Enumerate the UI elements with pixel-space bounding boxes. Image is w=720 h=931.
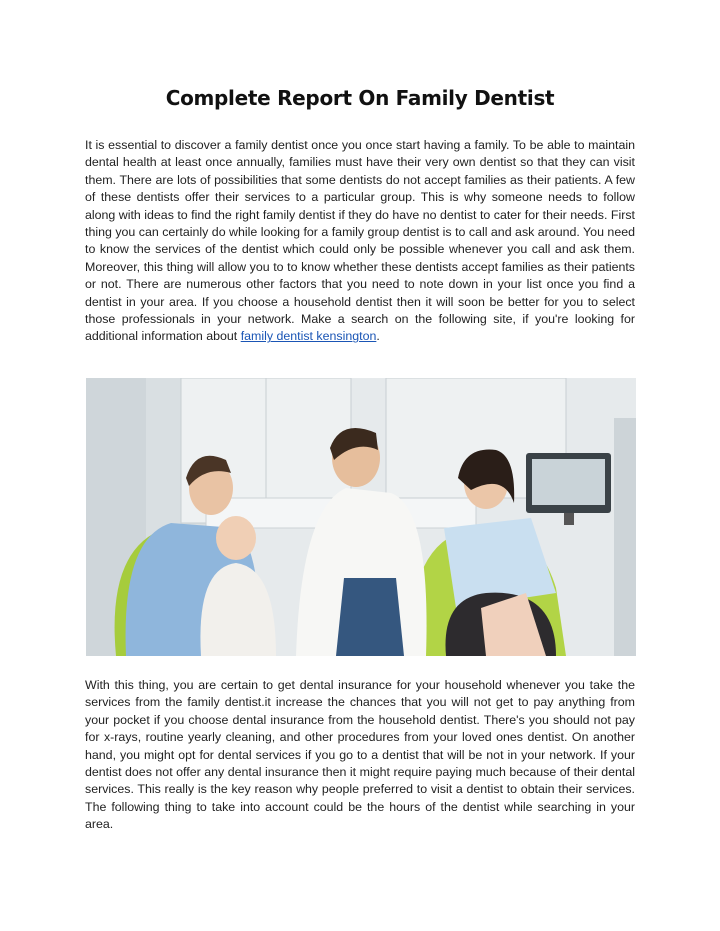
page-title: Complete Report On Family Dentist [165, 86, 555, 110]
family-dentist-link[interactable]: family dentist kensington [240, 329, 377, 344]
family-dentist-photo [86, 378, 636, 656]
intro-paragraph [85, 137, 635, 346]
dental-clinic-illustration [86, 378, 636, 656]
intro-paragraph-end: . [376, 329, 380, 344]
intro-paragraph-text: It is essential to discover a family dentist once you once start having a family. To be able to maintain dental health at least once annually, families must have their very own dentist so that they can visit them. There are lots of possibilities that some dentists do not accept families as their patients. A few of these dentists offer their services to a particular group. This is why someone needs to follow along with ideas to find the right family dentist if they do have no dentist to cater for their needs. First thing you can certainly do while looking for a family group dentist is to call and ask around. You need to know the services of the dentist which could only be possible whenever you call and ask them. Moreover, this thing will allow you to to know whether these dentists accept families as their patients or not. There are numerous other factors that you need to note down in your list once you find a dentist in your area. If you choose a household dentist then it will soon be better for you to select those professionals in your network. Make a search on the following site, if you're looking for additional information about [85, 138, 635, 344]
insurance-paragraph: With this thing, you are certain to get dental insurance for your household whenever you take the services from the family dentist.it increase the chances that you will not get to pay anything from your pocket if you choose dental insurance from the household dentist. There's you should not pay for x-rays, routine yearly cleaning, and other procedures from your loved ones dentist. On another hand, you might opt for dental services if you go to a dentist that will be not in your network. If your dentist does not offer any dental insurance then it might require paying much because of their dental services. This really is the key reason why people preferred to visit a dentist to obtain their services. The following thing to take into account could be the hours of the dentist while searching in your area. [85, 678, 635, 832]
